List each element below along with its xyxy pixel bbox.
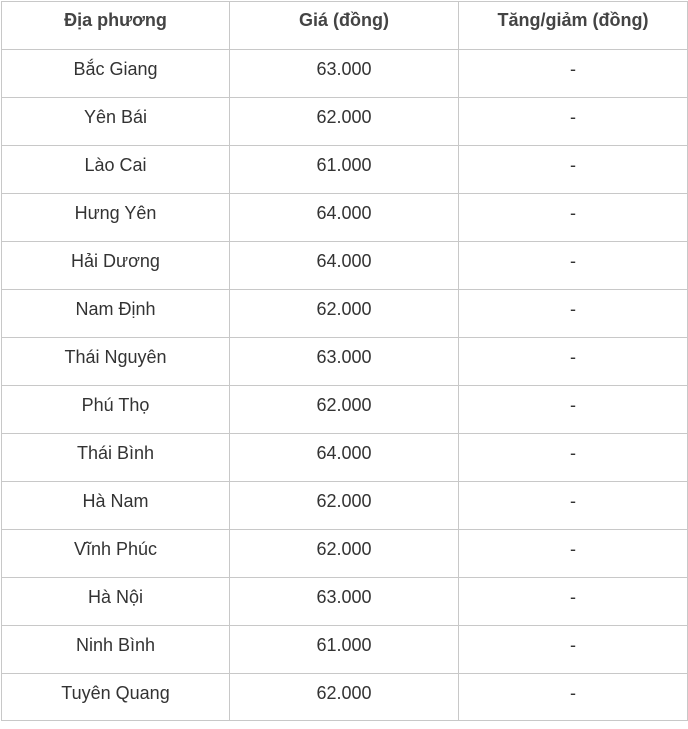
cell-change: -: [459, 482, 688, 530]
cell-change: -: [459, 578, 688, 626]
table-row: [2, 674, 688, 721]
cell-price: 64.000: [230, 194, 459, 242]
cell-change: -: [459, 194, 688, 242]
table-row: [2, 530, 688, 578]
cell-change: -: [459, 50, 688, 98]
table-body: [2, 50, 688, 721]
cell-region: Phú Thọ: [2, 386, 230, 434]
cell-region: Nam Định: [2, 290, 230, 338]
table-row: [2, 290, 688, 338]
cell-region: Thái Nguyên: [2, 338, 230, 386]
cell-region: Vĩnh Phúc: [2, 530, 230, 578]
cell-price: 64.000: [230, 434, 459, 482]
cell-region: Lào Cai: [2, 146, 230, 194]
table-row: [2, 482, 688, 530]
cell-price: 61.000: [230, 146, 459, 194]
table-header: [2, 2, 688, 50]
cell-region: Hà Nam: [2, 482, 230, 530]
table-row: [2, 338, 688, 386]
cell-region: Thái Bình: [2, 434, 230, 482]
cell-price: 62.000: [230, 482, 459, 530]
cell-region: Hưng Yên: [2, 194, 230, 242]
cell-price: 62.000: [230, 98, 459, 146]
cell-price: 63.000: [230, 578, 459, 626]
table-row: [2, 50, 688, 98]
header-change: Tăng/giảm (đồng): [459, 2, 688, 50]
table-row: [2, 242, 688, 290]
cell-change: -: [459, 98, 688, 146]
cell-region: Tuyên Quang: [2, 674, 230, 721]
cell-price: 64.000: [230, 242, 459, 290]
cell-price: 63.000: [230, 50, 459, 98]
cell-change: -: [459, 386, 688, 434]
cell-region: Bắc Giang: [2, 50, 230, 98]
cell-region: Ninh Bình: [2, 626, 230, 674]
table-row: [2, 98, 688, 146]
cell-change: -: [459, 242, 688, 290]
header-row: [2, 2, 688, 50]
cell-price: 62.000: [230, 674, 459, 721]
cell-change: -: [459, 290, 688, 338]
cell-price: 62.000: [230, 530, 459, 578]
cell-price: 62.000: [230, 290, 459, 338]
header-price: Giá (đồng): [230, 2, 459, 50]
table-row: [2, 386, 688, 434]
table-row: [2, 194, 688, 242]
table-row: [2, 146, 688, 194]
cell-change: -: [459, 338, 688, 386]
cell-price: 61.000: [230, 626, 459, 674]
cell-change: -: [459, 146, 688, 194]
cell-price: 63.000: [230, 338, 459, 386]
cell-region: Yên Bái: [2, 98, 230, 146]
table-row: [2, 578, 688, 626]
header-region: Địa phương: [2, 2, 230, 50]
table-row: [2, 626, 688, 674]
cell-region: Hải Dương: [2, 242, 230, 290]
cell-change: -: [459, 674, 688, 721]
cell-change: -: [459, 434, 688, 482]
price-table: [1, 1, 688, 721]
cell-price: 62.000: [230, 386, 459, 434]
cell-region: Hà Nội: [2, 578, 230, 626]
cell-change: -: [459, 626, 688, 674]
table-row: [2, 434, 688, 482]
cell-change: -: [459, 530, 688, 578]
